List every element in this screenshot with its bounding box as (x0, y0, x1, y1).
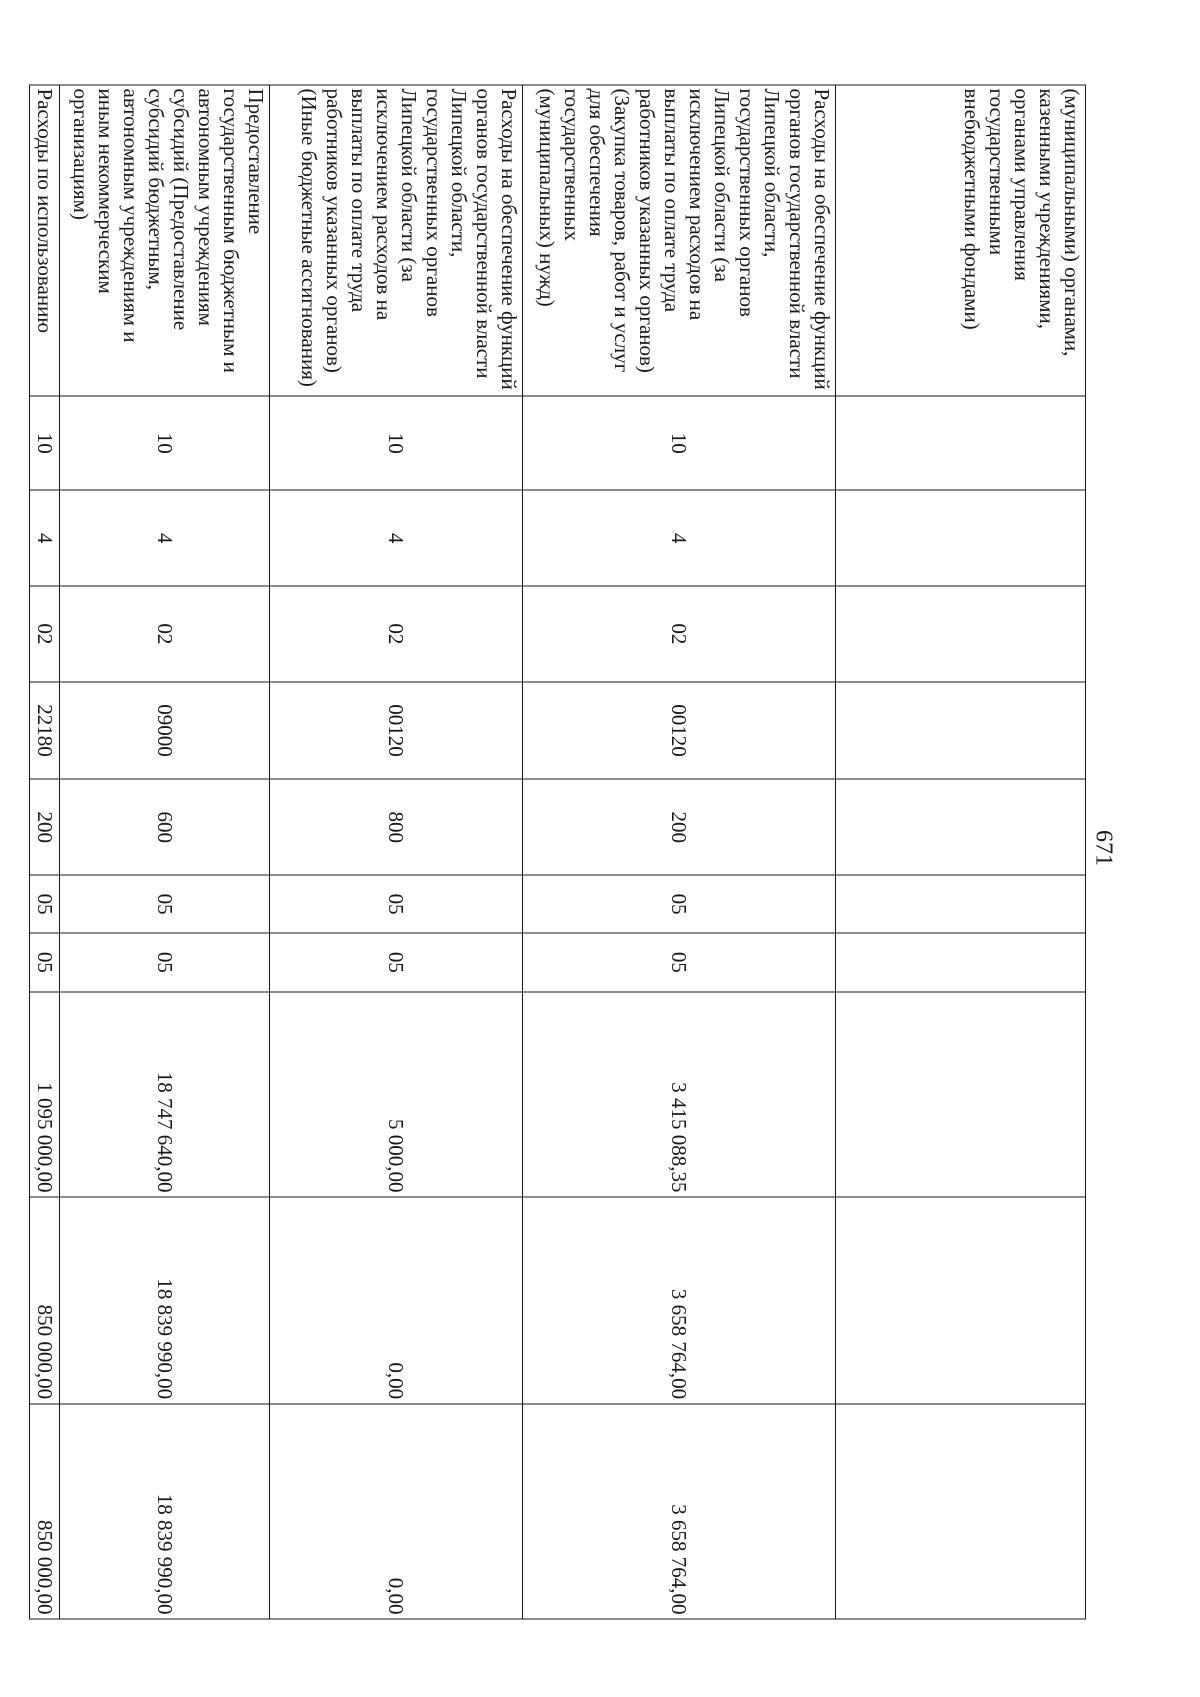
cell-code-2: 4 (60, 490, 270, 586)
cell-code-3 (836, 586, 1086, 682)
cell-amount-1: 5 000,00 (270, 992, 523, 1197)
cell-amount-2 (836, 1197, 1086, 1404)
cell-amount-1: 3 415 088,35 (523, 992, 836, 1197)
cell-amount-1 (836, 992, 1086, 1197)
rotated-page (33, 85, 1086, 1620)
cell-amount-3: 0,00 (270, 1404, 523, 1619)
cell-code-7 (836, 933, 1086, 991)
cell-amount-3: 18 839 990,00 (60, 1404, 270, 1619)
table-row (836, 85, 1086, 1619)
cell-code-1 (836, 396, 1086, 491)
cell-code-7: 05 (60, 933, 270, 991)
cell-code-2 (836, 490, 1086, 586)
cell-code-1: 10 (60, 396, 270, 491)
cell-code-6 (836, 875, 1086, 933)
table-row (60, 85, 270, 1619)
cell-code-1: 10 (523, 396, 836, 491)
table-row (30, 85, 60, 1619)
cell-code-7: 05 (523, 933, 836, 991)
row-description: (муниципальными) органами, казенными учреждениями, органами управления государственными внебюджетными фондами) (836, 85, 1086, 396)
cell-code-4 (836, 682, 1086, 780)
cell-code-6: 05 (60, 875, 270, 933)
cell-amount-2: 0,00 (270, 1197, 523, 1404)
cell-code-5: 600 (60, 779, 270, 875)
cell-code-6: 05 (523, 875, 836, 933)
cell-amount-3: 850 000,00 (30, 1404, 60, 1619)
cell-amount-1: 1 095 000,00 (30, 992, 60, 1197)
cell-code-7: 05 (270, 933, 523, 991)
cell-code-4: 00120 (270, 682, 523, 780)
cell-amount-3: 3 658 764,00 (523, 1404, 836, 1619)
cell-amount-2: 18 839 990,00 (60, 1197, 270, 1404)
cell-code-1: 10 (270, 396, 523, 491)
cell-code-1: 10 (30, 396, 60, 491)
cell-code-4: 09000 (60, 682, 270, 780)
table-row (523, 85, 836, 1619)
cell-code-4: 00120 (523, 682, 836, 780)
cell-code-5: 200 (523, 779, 836, 875)
budget-table (29, 85, 1086, 1620)
cell-code-5: 800 (270, 779, 523, 875)
cell-code-4: 22180 (30, 682, 60, 780)
cell-amount-2: 850 000,00 (30, 1197, 60, 1404)
cell-code-5: 200 (30, 779, 60, 875)
cell-code-3: 02 (270, 586, 523, 682)
cell-amount-1: 18 747 640,00 (60, 992, 270, 1197)
cell-code-6: 05 (270, 875, 523, 933)
row-description: Расходы по использованию (30, 85, 60, 396)
cell-code-2: 4 (270, 490, 523, 586)
cell-code-6: 05 (30, 875, 60, 933)
row-description: Предоставление государственным бюджетным и автономным учреждениям субсидий (Предоставление субсидий бюджетным, автономным учреждениям и иным некоммерческим организациям) (60, 85, 270, 396)
cell-amount-2: 3 658 764,00 (523, 1197, 836, 1404)
cell-code-3: 02 (30, 586, 60, 682)
row-description: Расходы на обеспечение функций органов государственной власти Липецкой области, государственных органов Липецкой области (за исключением расходов на выплаты по оплате труда работников указанных органов) (Закупка товаров, работ и услуг для обеспечения государственных (муниципальных) нужд) (523, 85, 836, 396)
cell-code-2: 4 (523, 490, 836, 586)
cell-code-5 (836, 779, 1086, 875)
cell-code-3: 02 (60, 586, 270, 682)
page-number: 671 (1090, 830, 1117, 866)
table-row (270, 85, 523, 1619)
row-description: Расходы на обеспечение функций органов государственной власти Липецкой области, государственных органов Липецкой области (за исключением расходов на выплаты по оплате труда работников указанных органов) (Иные бюджетные ассигнования) (270, 85, 523, 396)
cell-amount-3 (836, 1404, 1086, 1619)
cell-code-7: 05 (30, 933, 60, 991)
cell-code-2: 4 (30, 490, 60, 586)
cell-code-3: 02 (523, 586, 836, 682)
